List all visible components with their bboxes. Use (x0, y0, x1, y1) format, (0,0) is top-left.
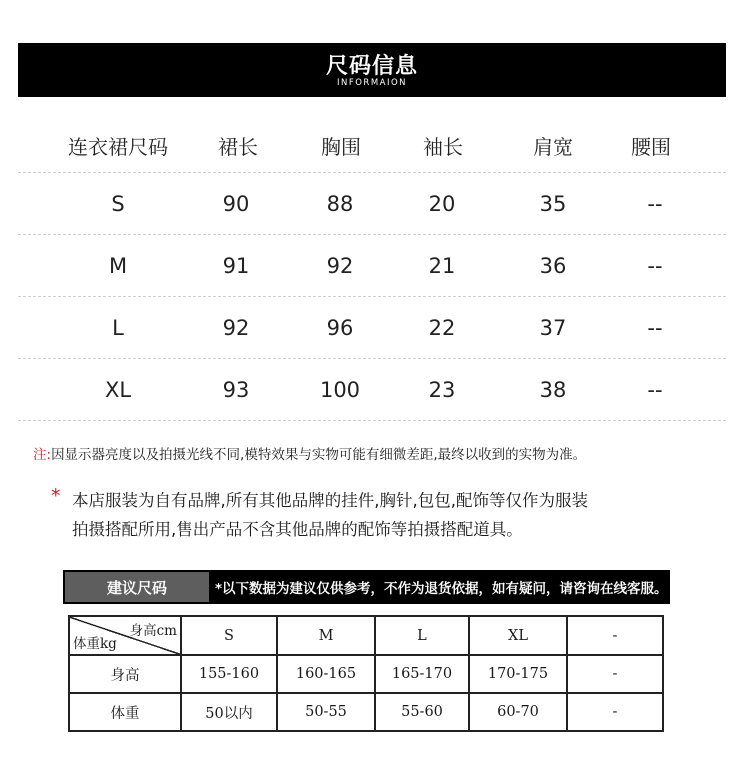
brand-info-line-1: 本店服装为自有品牌,所有其他品牌的挂件,胸针,包包,配饰等仅作为服装 (72, 491, 588, 510)
table-cell: XL (104, 377, 132, 402)
table-row (18, 359, 726, 421)
table-cell: 23 (428, 377, 456, 402)
note-label: 注: (33, 447, 52, 463)
note-text: 因显示器亮度以及拍摄光线不同,模特效果与实物可能有细微差距,最终以收到的实物为准。 (51, 447, 587, 463)
table-cell: 22 (428, 315, 456, 340)
header-cell: 连衣裙尺码 (68, 134, 168, 159)
table-cell: - (567, 693, 663, 731)
table-cell: L (112, 315, 124, 340)
table-cell: -- (647, 377, 663, 402)
recommend-label: 建议尺码 (65, 572, 209, 602)
table-cell: 165-170 (375, 655, 469, 693)
table-cell: M (108, 253, 128, 278)
table-row (18, 297, 726, 359)
corner-cell (69, 616, 181, 655)
size-table-header (18, 118, 726, 173)
table-cell: 93 (222, 377, 250, 402)
section-banner (18, 43, 726, 97)
row-label: 身高 (69, 655, 181, 693)
corner-top-label: 身高cm (129, 623, 177, 639)
size-table (18, 118, 726, 421)
table-cell: 55-60 (375, 693, 469, 731)
brand-info-line-2: 拍摄搭配所用,售出产品不含其他品牌的配饰等拍摄搭配道具。 (72, 520, 523, 539)
table-cell: -- (647, 191, 663, 216)
table-cell: 90 (222, 191, 250, 216)
disclaimer-note (33, 443, 586, 463)
corner-bottom-label: 体重kg (73, 636, 117, 652)
table-cell: S (111, 191, 125, 216)
header-cell: S (181, 616, 277, 655)
table-cell: 96 (326, 315, 354, 340)
table-cell: 91 (222, 253, 250, 278)
table-cell: - (567, 655, 663, 693)
table-row (18, 173, 726, 235)
recommend-bar (63, 570, 670, 604)
table-cell: 160-165 (277, 655, 375, 693)
table-row (69, 655, 663, 693)
table-row (69, 616, 663, 655)
table-cell: 92 (222, 315, 250, 340)
banner-title: 尺码信息 (325, 54, 418, 79)
header-cell: 肩宽 (533, 134, 573, 159)
table-row (69, 693, 663, 731)
table-cell: 35 (539, 191, 567, 216)
table-cell: -- (647, 315, 663, 340)
header-cell: 袖长 (423, 134, 463, 159)
recommend-notice: *以下数据为建议仅供参考，不作为退货依据，如有疑问，请咨询在线客服。 (215, 581, 668, 597)
table-cell: 100 (319, 377, 361, 402)
table-cell: 155-160 (181, 655, 277, 693)
row-label: 体重 (69, 693, 181, 731)
header-cell: 裙长 (218, 134, 258, 159)
table-cell: 50以内 (181, 693, 277, 731)
table-cell: 37 (539, 315, 567, 340)
table-cell: 88 (326, 191, 354, 216)
banner-subtitle: INFORMAION (336, 78, 408, 88)
table-row (18, 235, 726, 297)
table-cell: -- (647, 253, 663, 278)
table-cell: 92 (326, 253, 354, 278)
header-cell: 胸围 (321, 134, 361, 159)
table-cell: 20 (428, 191, 456, 216)
header-cell: M (277, 616, 375, 655)
table-cell: 170-175 (469, 655, 567, 693)
table-cell: 38 (539, 377, 567, 402)
header-cell: 腰围 (631, 134, 671, 159)
recommend-table (68, 615, 664, 732)
table-cell: 60-70 (469, 693, 567, 731)
header-cell: L (375, 616, 469, 655)
header-cell: XL (469, 616, 567, 655)
table-cell: 50-55 (277, 693, 375, 731)
table-cell: 36 (539, 253, 567, 278)
header-cell: - (567, 616, 663, 655)
asterisk-icon: * (51, 485, 61, 507)
table-cell: 21 (428, 253, 456, 278)
